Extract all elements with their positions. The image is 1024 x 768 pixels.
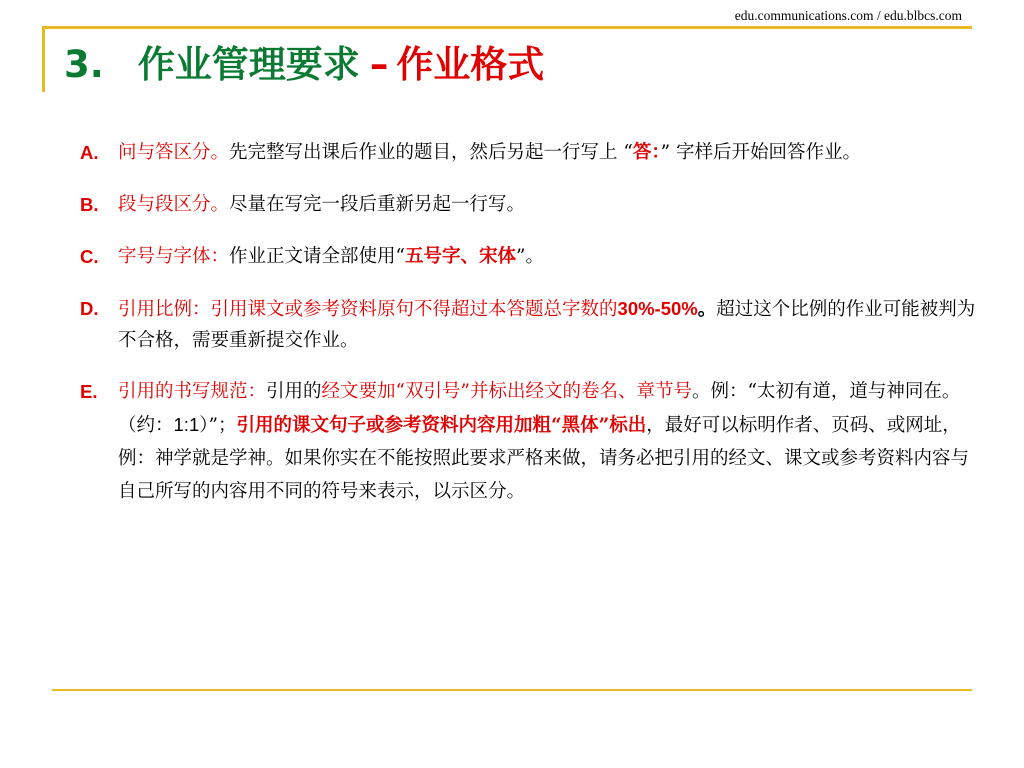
item-text: ” 字样后开始回答作业。 <box>660 142 861 163</box>
slide-title <box>64 40 544 90</box>
item-heading: 引用比例： <box>118 299 211 320</box>
item-text: 引用的 <box>266 381 322 402</box>
item-text: 先完整写出课后作业的题目，然后另起一行写上 “ <box>229 142 633 163</box>
item-text: 。例：“太初有道，道与神同在。（约： <box>118 381 961 436</box>
item-heading: 问与答区分 <box>118 142 211 163</box>
item-period: 。 <box>697 299 717 320</box>
verse-ref: 1:1 <box>173 414 200 435</box>
item-text: ”。 <box>516 246 544 267</box>
list-item-c <box>80 241 980 272</box>
bottom-rule <box>52 689 972 691</box>
item-text: 超过这个比例的作业可能被判为不合格，需要重新提交作业。 <box>118 299 976 351</box>
list-item-e <box>80 375 980 508</box>
title-main: 作业管理要求 <box>137 43 360 86</box>
list-item-a <box>80 137 980 168</box>
item-heading: 字号与字体： <box>118 246 230 267</box>
list-item-b <box>80 189 980 220</box>
item-text: 作业正文请全部使用“ <box>229 246 405 267</box>
title-sub: 作业格式 <box>396 43 545 86</box>
item-text-red: 引用课文或参考资料原句不得超过本答题总字数的 <box>210 299 618 320</box>
item-letter: A. <box>80 142 99 163</box>
header-url: edu.communications.com / edu.blbcs.com <box>734 8 962 23</box>
item-text: 尽量在写完一段后重新另起一行写。 <box>229 194 526 215</box>
item-period: 。 <box>210 142 230 163</box>
item-text: ）”； <box>199 415 237 436</box>
item-letter: E. <box>80 381 98 402</box>
percent-range: 30%-50% <box>617 298 698 319</box>
item-letter: D. <box>80 298 99 319</box>
title-number: 3. <box>64 43 104 86</box>
answer-highlight: 答： <box>632 142 661 163</box>
font-highlight: 五号字、宋体 <box>404 246 516 267</box>
side-rule <box>42 26 45 92</box>
item-heading: 段与段区分 <box>118 194 211 215</box>
item-heading: 引用的书写规范： <box>118 381 267 402</box>
item-text: ，最好可以标明作者、页码、或网址，例：神学就是学神。如果你实在不能按照此要求严格来做，请务必把引用的经文、课文或参考资料内容与自己所写的内容用不同的符号来表示，以示区分。 <box>118 415 970 502</box>
item-letter: C. <box>80 246 99 267</box>
item-period: 。 <box>210 194 230 215</box>
item-letter: B. <box>80 194 99 215</box>
item-list <box>80 137 980 508</box>
list-item-d <box>80 293 980 356</box>
top-rule <box>42 26 972 29</box>
citation-rule: 引用的课文句子或参考资料内容用加粗“黑体”标出 <box>236 415 647 436</box>
scripture-rule: 经文要加“双引号”并标出经文的卷名、章节号 <box>321 381 692 402</box>
title-dash: – <box>369 43 389 86</box>
